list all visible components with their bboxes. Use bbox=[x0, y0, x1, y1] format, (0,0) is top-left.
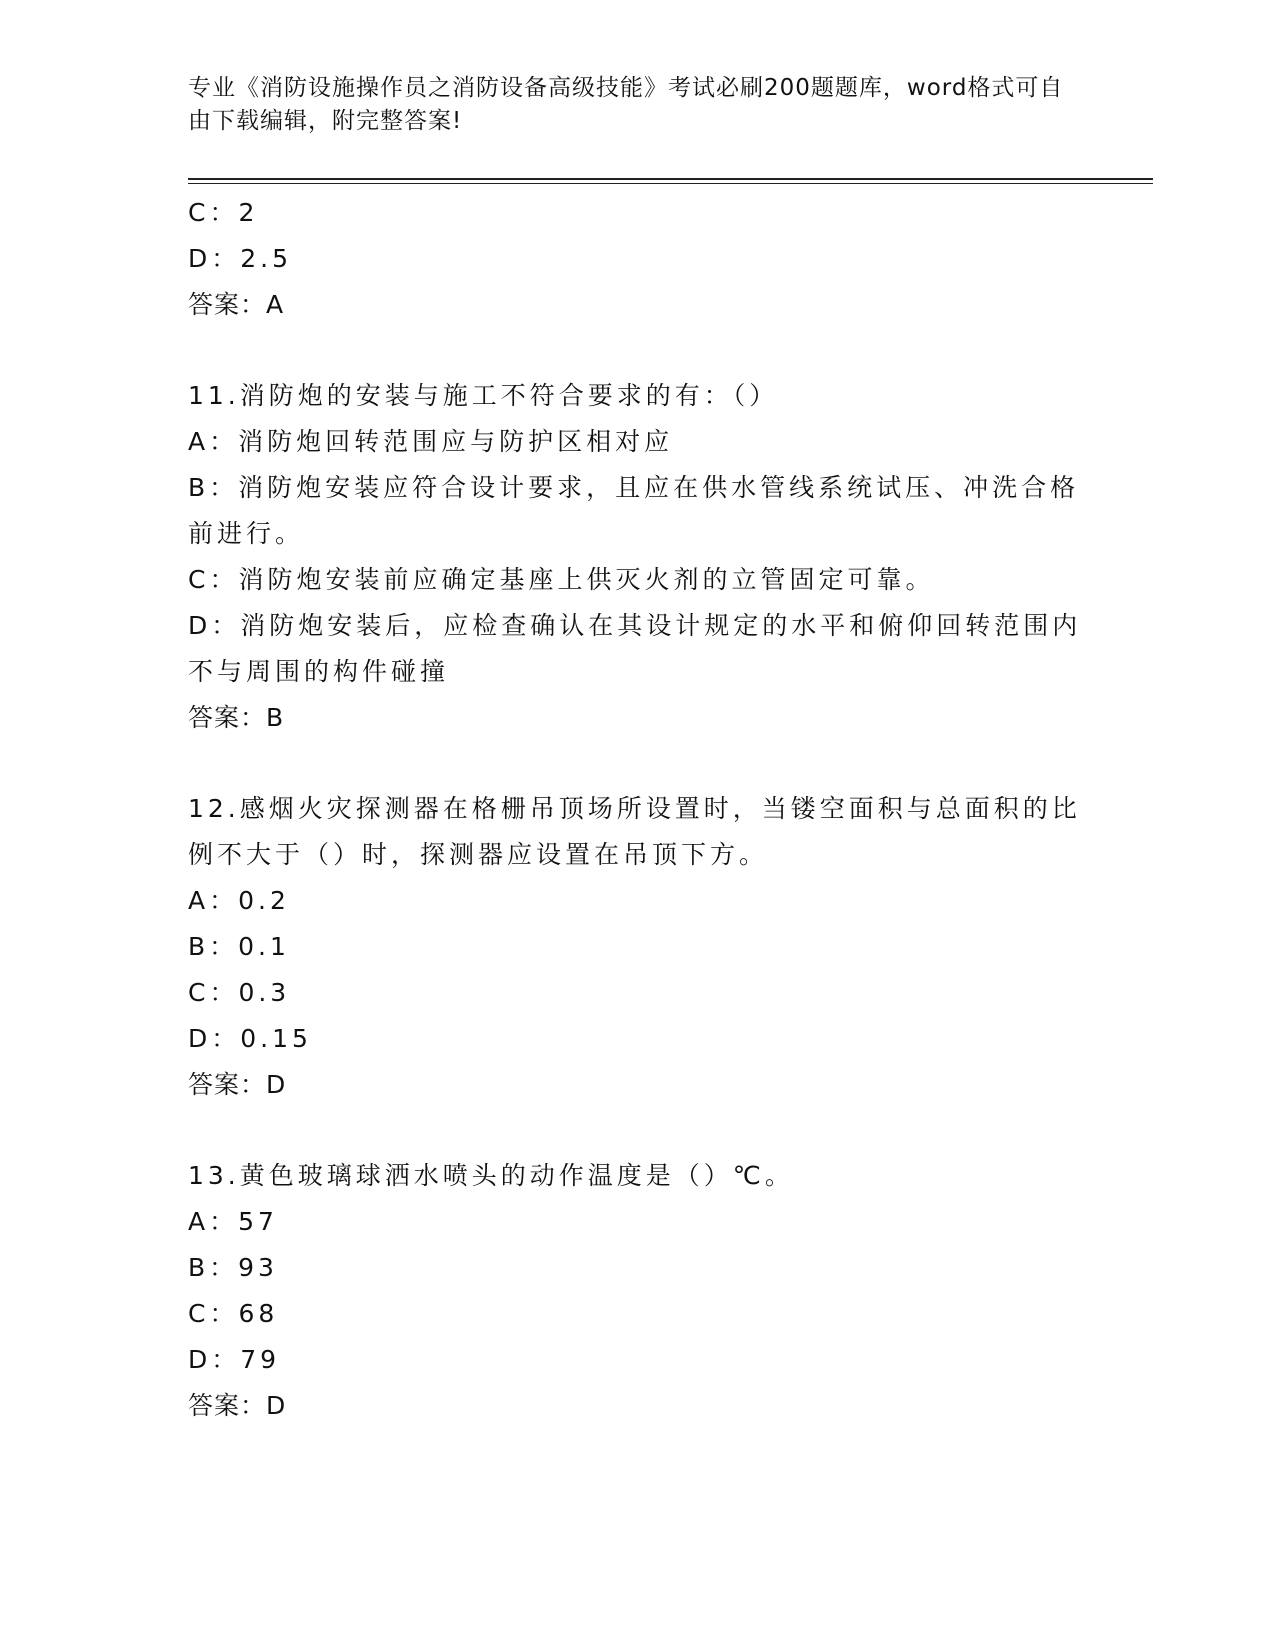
option-d: D：79 bbox=[188, 1345, 281, 1374]
answer-line: 答案：B bbox=[188, 703, 285, 732]
question-stem: 12.感烟火灾探测器在格栅吊顶场所设置时，当镂空面积与总面积的比例不大于（）时，探测器应设置在吊顶下方。 bbox=[188, 794, 1081, 869]
answer-line: 答案：D bbox=[188, 1391, 287, 1420]
header-divider-thin bbox=[188, 183, 1153, 184]
option-b: B：0.1 bbox=[188, 932, 290, 961]
option-a: A：消防炮回转范围应与防护区相对应 bbox=[188, 427, 674, 456]
option-d: D：消防炮安装后，应检查确认在其设计规定的水平和俯仰回转范围内不与周围的构件碰撞 bbox=[188, 611, 1082, 686]
header-divider-thick bbox=[188, 178, 1153, 180]
option-b: B：消防炮安装应符合设计要求，且应在供水管线系统试压、冲洗合格前进行。 bbox=[188, 473, 1080, 548]
answer-line: 答案：A bbox=[188, 290, 285, 319]
spacer bbox=[188, 1108, 1088, 1153]
previous-question-tail bbox=[188, 190, 1088, 328]
option-c: C：2 bbox=[188, 198, 259, 227]
question-12 bbox=[188, 786, 1088, 1108]
question-13 bbox=[188, 1153, 1088, 1429]
question-list bbox=[188, 190, 1088, 1429]
question-11 bbox=[188, 373, 1088, 741]
option-a: A：0.2 bbox=[188, 886, 290, 915]
answer-line: 答案：D bbox=[188, 1070, 287, 1099]
option-a: A：57 bbox=[188, 1207, 278, 1236]
spacer bbox=[188, 328, 1088, 373]
option-c: C：68 bbox=[188, 1299, 279, 1328]
spacer bbox=[188, 741, 1088, 786]
question-stem: 13.黄色玻璃球洒水喷头的动作温度是（）℃。 bbox=[188, 1161, 794, 1190]
question-stem: 11.消防炮的安装与施工不符合要求的有：（） bbox=[188, 381, 779, 410]
option-d: D：0.15 bbox=[188, 1024, 312, 1053]
option-d: D：2.5 bbox=[188, 244, 293, 273]
document-header: 专业《消防设施操作员之消防设备高级技能》考试必刷200题题库，word格式可自由下载编辑，附完整答案! bbox=[188, 75, 1064, 134]
option-b: B：93 bbox=[188, 1253, 278, 1282]
option-c: C：0.3 bbox=[188, 978, 291, 1007]
option-c: C：消防炮安装前应确定基座上供灭火剂的立管固定可靠。 bbox=[188, 565, 935, 594]
